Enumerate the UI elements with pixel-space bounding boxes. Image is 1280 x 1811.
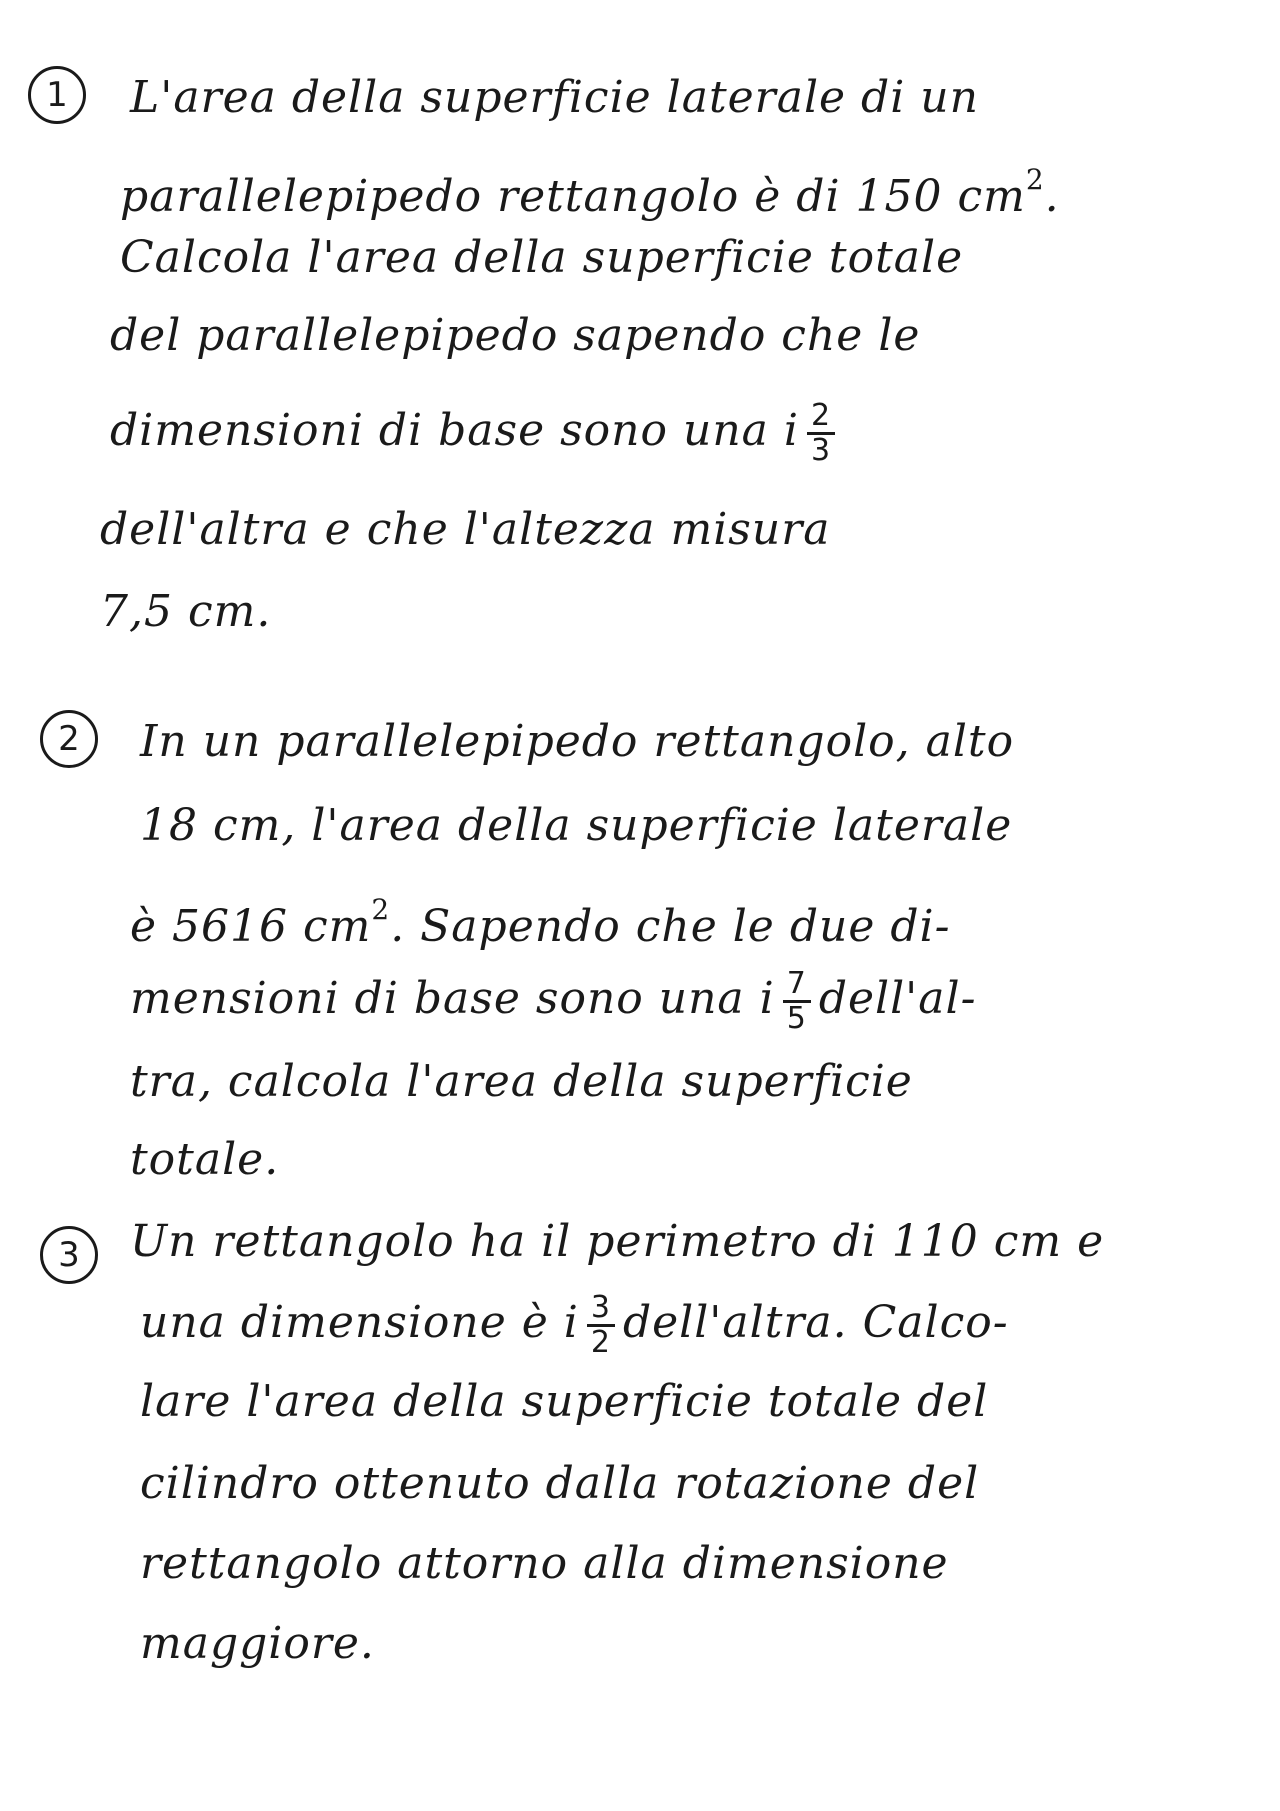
cm2-exponent: 2 bbox=[371, 893, 391, 926]
problem-2-line-4-end: dell'al- bbox=[818, 973, 977, 1024]
problem-2-line-3-text: è 5616 cm bbox=[130, 901, 372, 952]
problem-2-line-3 bbox=[130, 880, 950, 957]
fraction-numerator: 7 bbox=[783, 968, 811, 1003]
problem-3-line-4: cilindro ottenuto dalla rotazione del bbox=[140, 1458, 980, 1509]
problem-3-line-5: rettangolo attorno alla dimensione bbox=[140, 1538, 949, 1589]
problem-1-line-3: Calcola l'area della superficie totale bbox=[120, 232, 964, 283]
fraction-denominator: 3 bbox=[810, 433, 832, 468]
problem-2-line-3-end: . Sapendo che le due di- bbox=[390, 901, 951, 952]
problem-1-line-4: del parallelepipedo sapendo che le bbox=[110, 310, 921, 361]
problem-2-line-5: tra, calcola l'area della superficie bbox=[130, 1056, 913, 1107]
problem-1-line-5 bbox=[110, 400, 843, 467]
problem-1-line-2-end: . bbox=[1044, 171, 1060, 222]
problem-3-line-3: lare l'area della superficie totale del bbox=[140, 1376, 989, 1427]
problem-3-line-6: maggiore. bbox=[140, 1618, 375, 1669]
problem-2-line-2: 18 cm, l'area della superficie laterale bbox=[140, 800, 1013, 851]
fraction-two-thirds bbox=[807, 400, 835, 467]
problem-1-line-1: L'area della superficie laterale di un bbox=[130, 72, 979, 123]
fraction-three-halves bbox=[587, 1292, 615, 1359]
problem-2-line-4-text: mensioni di base sono una i bbox=[130, 973, 775, 1024]
problem-2-line-4 bbox=[130, 968, 976, 1035]
problem-2-line-1: In un parallelepipedo rettangolo, alto bbox=[140, 716, 1015, 767]
problem-1-line-6: dell'altra e che l'altezza misura bbox=[100, 504, 831, 555]
problem-1-line-2-text: parallelepipedo rettangolo è di 150 cm bbox=[120, 171, 1026, 222]
problem-2-line-6: totale. bbox=[130, 1134, 280, 1185]
fraction-seven-fifths bbox=[783, 968, 811, 1035]
fraction-numerator: 2 bbox=[807, 400, 835, 435]
problem-3-number: 3 bbox=[40, 1226, 98, 1284]
problem-1-line-7: 7,5 cm. bbox=[100, 586, 272, 637]
fraction-numerator: 3 bbox=[587, 1292, 615, 1327]
problem-1-number: 1 bbox=[28, 66, 86, 124]
fraction-denominator: 5 bbox=[786, 1001, 807, 1036]
fraction-denominator: 2 bbox=[590, 1325, 611, 1360]
cm2-exponent: 2 bbox=[1025, 163, 1045, 196]
problem-3-line-2-end: dell'altra. Calco- bbox=[622, 1297, 1009, 1348]
problem-3-line-2 bbox=[140, 1292, 1009, 1359]
problem-2-number: 2 bbox=[40, 710, 98, 768]
problem-3-line-2-text: una dimensione è i bbox=[140, 1297, 579, 1348]
problem-1-line-5-text: dimensioni di base sono una i bbox=[110, 405, 799, 456]
problem-3-line-1: Un rettangolo ha il perimetro di 110 cm e bbox=[130, 1216, 1105, 1267]
problem-1-line-2 bbox=[120, 150, 1060, 227]
